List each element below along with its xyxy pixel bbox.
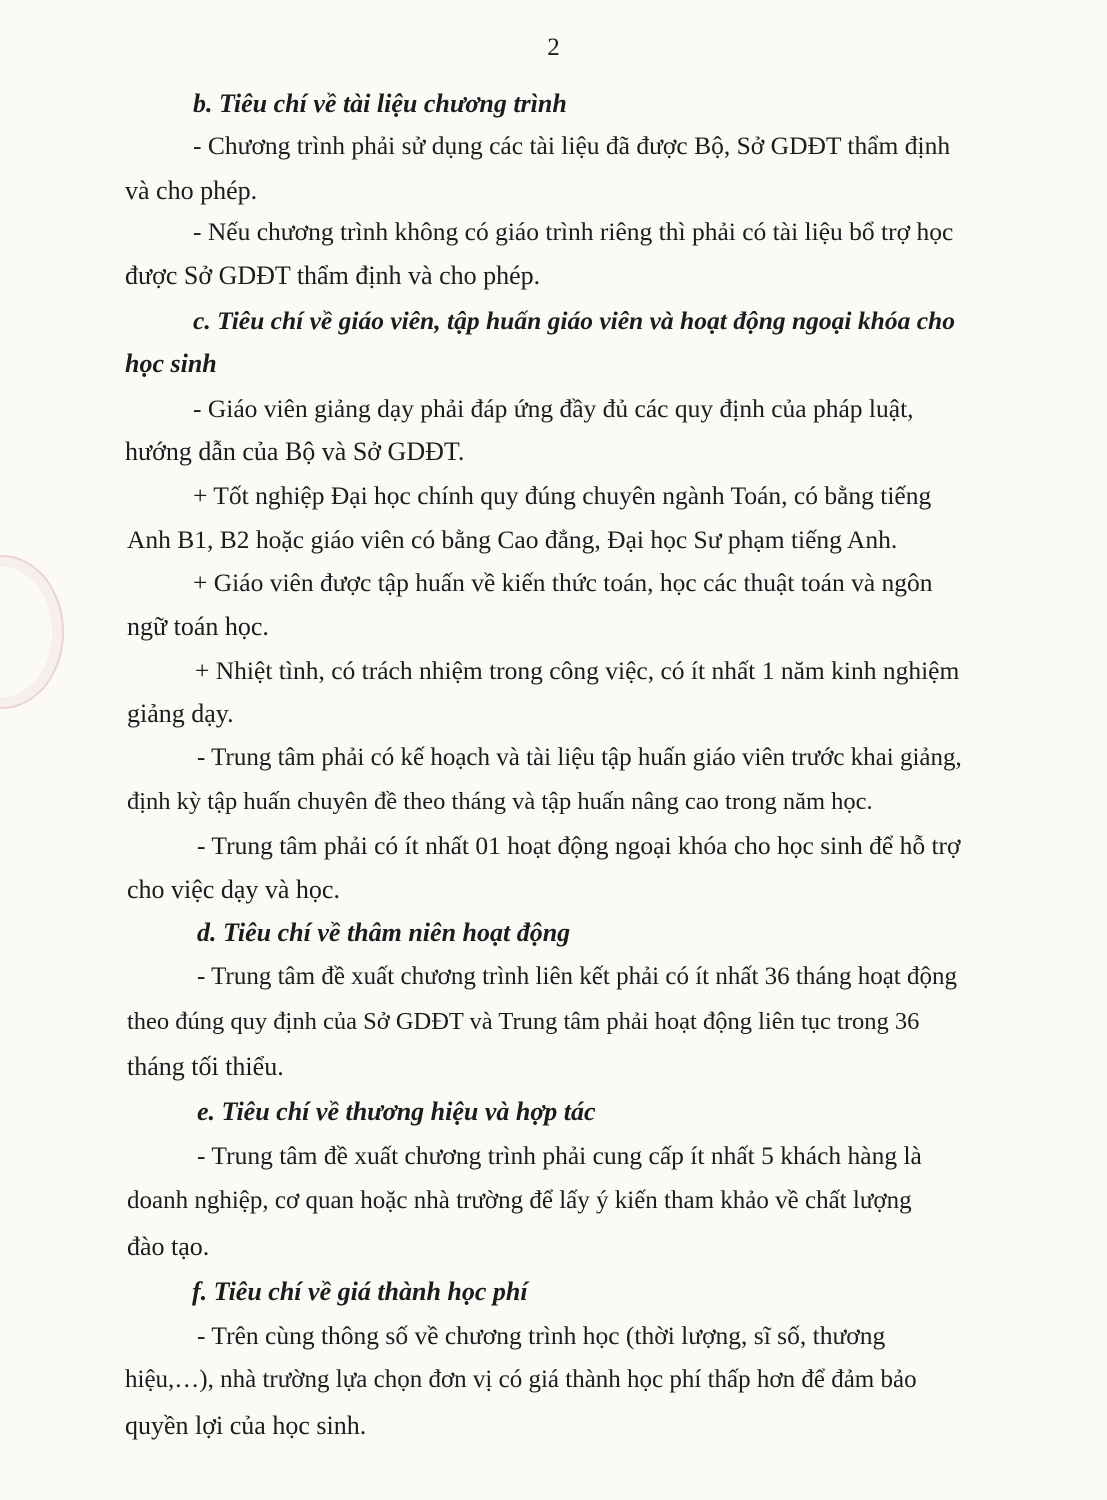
bullet-line: + Giáo viên được tập huấn về kiến thức toán, học các thuật toán và ngôn [193,568,933,597]
paragraph-line: hiệu,…), nhà trường lựa chọn đơn vị có giá thành học phí thấp hơn để đảm bảo [125,1366,917,1393]
heading-b: b. Tiêu chí về tài liệu chương trình [193,89,567,118]
heading-c: c. Tiêu chí về giáo viên, tập huấn giáo viên và hoạt động ngoại khóa cho [193,306,955,335]
paragraph-line: - Trung tâm phải có kế hoạch và tài liệu tập huấn giáo viên trước khai giảng, [197,744,962,771]
paragraph-line: - Trung tâm đề xuất chương trình liên kết phải có ít nhất 36 tháng hoạt động [197,963,957,990]
bullet-line: + Nhiệt tình, có trách nhiệm trong công việc, có ít nhất 1 năm kinh nghiệm [195,656,960,685]
paragraph-line: doanh nghiệp, cơ quan hoặc nhà trường để lấy ý kiến tham khảo về chất lượng [127,1187,912,1214]
paragraph-line: Anh B1, B2 hoặc giáo viên có bằng Cao đẳng, Đại học Sư phạm tiếng Anh. [127,525,898,554]
paragraph-line: - Trên cùng thông số về chương trình học (thời lượng, sĩ số, thương [197,1321,886,1350]
red-stamp-mark [0,555,64,709]
paragraph-line: - Nếu chương trình không có giáo trình riêng thì phải có tài liệu bổ trợ học [193,217,954,246]
paragraph-line: - Chương trình phải sử dụng các tài liệu đã được Bộ, Sở GDĐT thẩm định [193,131,951,160]
paragraph-line: và cho phép. [125,176,258,205]
bullet-line: + Tốt nghiệp Đại học chính quy đúng chuyên ngành Toán, có bằng tiếng [193,481,932,510]
paragraph-line: quyền lợi của học sinh. [125,1411,367,1440]
paragraph-line: giảng dạy. [127,699,234,728]
paragraph-line: - Trung tâm đề xuất chương trình phải cung cấp ít nhất 5 khách hàng là [197,1141,922,1170]
paragraph-line: theo đúng quy định của Sở GDĐT và Trung tâm phải hoạt động liên tục trong 36 [127,1008,920,1035]
paragraph-line: - Giáo viên giảng dạy phải đáp ứng đầy đủ các quy định của pháp luật, [193,394,914,423]
heading-e: e. Tiêu chí về thương hiệu và hợp tác [197,1097,596,1126]
heading-f: f. Tiêu chí về giá thành học phí [192,1277,528,1306]
paragraph-line: được Sở GDĐT thẩm định và cho phép. [125,261,541,290]
paragraph-line: cho việc dạy và học. [127,875,340,904]
heading-d: d. Tiêu chí về thâm niên hoạt động [197,918,571,947]
paragraph-line: đào tạo. [127,1232,210,1261]
heading-c-continued: học sinh [125,349,217,378]
paragraph-line: định kỳ tập huấn chuyên đề theo tháng và tập huấn nâng cao trong năm học. [127,788,873,815]
paragraph-line: ngữ toán học. [127,612,269,641]
paragraph-line: hướng dẫn của Bộ và Sở GDĐT. [125,437,465,466]
paragraph-line: - Trung tâm phải có ít nhất 01 hoạt động ngoại khóa cho học sinh để hỗ trợ [197,831,961,860]
page-number: 2 [547,34,560,61]
paragraph-line: tháng tối thiểu. [127,1052,284,1081]
